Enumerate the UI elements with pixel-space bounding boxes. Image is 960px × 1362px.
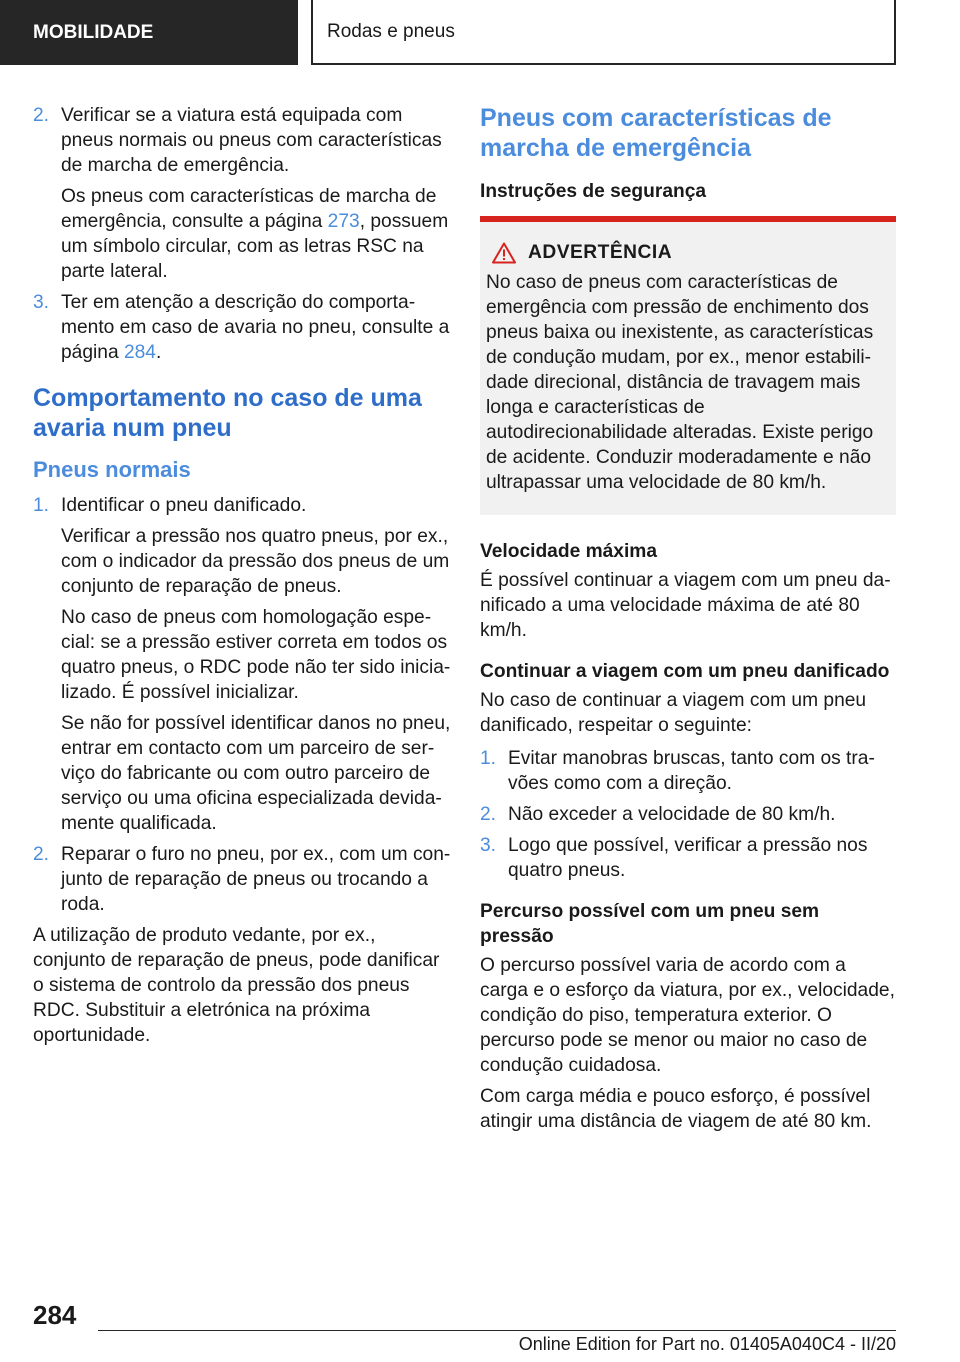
paragraph: Se não for possível identificar danos no pneu, entrar em contacto com um parceiro de serviço do fabricante ou com outro parceiro de serviço ou uma oficina especializada devidamente qualificada. bbox=[61, 713, 451, 834]
paragraph: Identificar o pneu danificado. bbox=[61, 495, 307, 516]
continue-section bbox=[480, 659, 896, 883]
right-column bbox=[480, 103, 896, 1150]
list-number: 1. bbox=[480, 748, 497, 769]
list-number: 2. bbox=[33, 105, 50, 126]
warning-triangle-icon bbox=[492, 242, 516, 264]
list-number: 2. bbox=[33, 844, 50, 865]
chapter-tab bbox=[311, 0, 896, 65]
list-item bbox=[33, 290, 451, 365]
distance-section bbox=[480, 899, 896, 1134]
list-number: 1. bbox=[33, 495, 50, 516]
speed-section bbox=[480, 539, 896, 643]
paragraph: Reparar o furo no pneu, por ex., com um conjunto de reparação de pneus ou trocando a roda. bbox=[61, 844, 451, 915]
warning-title: ADVERTÊNCIA bbox=[528, 242, 673, 263]
page-link[interactable]: 273 bbox=[327, 211, 360, 232]
paragraph: No caso de pneus com homologação especial: se a pressão estiver correta em todos os quatro pneus, o RDC pode não ter sido inicializado. É possível inicializar. bbox=[61, 607, 451, 703]
list-item: 2. Não exceder a velocidade de 80 km/h. bbox=[480, 804, 836, 825]
list-number: 3. bbox=[480, 835, 497, 856]
continue-heading: Continuar a viagem com um pneu danificado bbox=[480, 661, 890, 682]
footer-edition: Online Edition for Part no. 01405A040C4 - II/20 bbox=[518, 1334, 896, 1354]
subsection-heading: Pneus normais bbox=[33, 457, 191, 482]
chapter-title: Rodas e pneus bbox=[327, 20, 455, 42]
list-item bbox=[33, 103, 451, 284]
list-item: 1. Evitar manobras bruscas, tanto com os travões como com a direção. bbox=[480, 748, 875, 794]
paragraph: O percurso possível varia de acordo com a carga e o esforço da viatura, por ex., velocidade, condição do piso, temperatura exterior. O percurso pode se menor ou maior no caso de condução cuidadosa. bbox=[480, 955, 895, 1076]
warning-text: No caso de pneus com características de emergência com pressão de enchimento dos pneus baixa ou inexistente, as características de condução mudam, por ex., menor estabilidade direcional, distância de travagem mais longa e características de autodirecionabilidade alteradas. Existe perigo de acidente. Conduzir moderadamente e não ultrapassar uma velocidade de 80 km/h. bbox=[486, 272, 874, 493]
page-number: 284 bbox=[33, 1300, 77, 1330]
footer-divider bbox=[98, 1330, 896, 1331]
paragraph: É possível continuar a viagem com um pneu danificado a uma velocidade máxima de até 80 km/h. bbox=[480, 570, 891, 641]
section-heading: Pneus com características de marcha de emergência bbox=[480, 104, 832, 162]
paragraph: No caso de continuar a viagem com um pneu danificado, respeitar o seguinte: bbox=[480, 690, 867, 736]
list-number: 2. bbox=[480, 804, 497, 825]
list-item: 3. Logo que possível, verificar a pressão nos quatro pneus. bbox=[480, 835, 868, 881]
section-title: MOBILIDADE bbox=[33, 21, 154, 43]
section-heading: Comportamento no caso de uma avaria num pneu bbox=[33, 384, 422, 442]
safety-heading: Instruções de segurança bbox=[480, 181, 707, 202]
paragraph: Os pneus com características de marcha de emergência, consulte a página 273, possuem um símbolo circular, com as letras RSC na parte lateral. bbox=[61, 186, 449, 282]
list-item bbox=[33, 493, 451, 836]
paragraph: Ter em atenção a descrição do comportamento em caso de avaria no pneu, consulte a página 284. bbox=[61, 292, 450, 363]
page-link[interactable]: 284 bbox=[123, 342, 156, 363]
warning-box bbox=[480, 216, 896, 515]
paragraph: Verificar a pressão nos quatro pneus, por ex., com o indicador da pressão dos pneus de um conjunto de reparação de pneus. bbox=[61, 526, 450, 597]
speed-heading: Velocidade máxima bbox=[480, 541, 658, 562]
paragraph: Com carga média e pouco esforço, é possível atingir uma distância de viagem de até 80 km. bbox=[480, 1086, 872, 1132]
section-tab bbox=[0, 0, 298, 65]
distance-heading: Percurso possível com um pneu sem pressão bbox=[480, 901, 820, 947]
closing-paragraph: A utilização de produto vedante, por ex., conjunto de reparação de pneus, pode danificar o sistema de controlo da pressão dos pneus RDC. Substituir a eletrónica na próxima oportunidade. bbox=[33, 925, 440, 1046]
list-number: 3. bbox=[33, 292, 50, 313]
paragraph: Verificar se a viatura está equipada com pneus normais ou pneus com características de marcha de emergência. bbox=[61, 105, 442, 176]
list-item bbox=[33, 842, 451, 917]
left-column bbox=[33, 103, 451, 1048]
